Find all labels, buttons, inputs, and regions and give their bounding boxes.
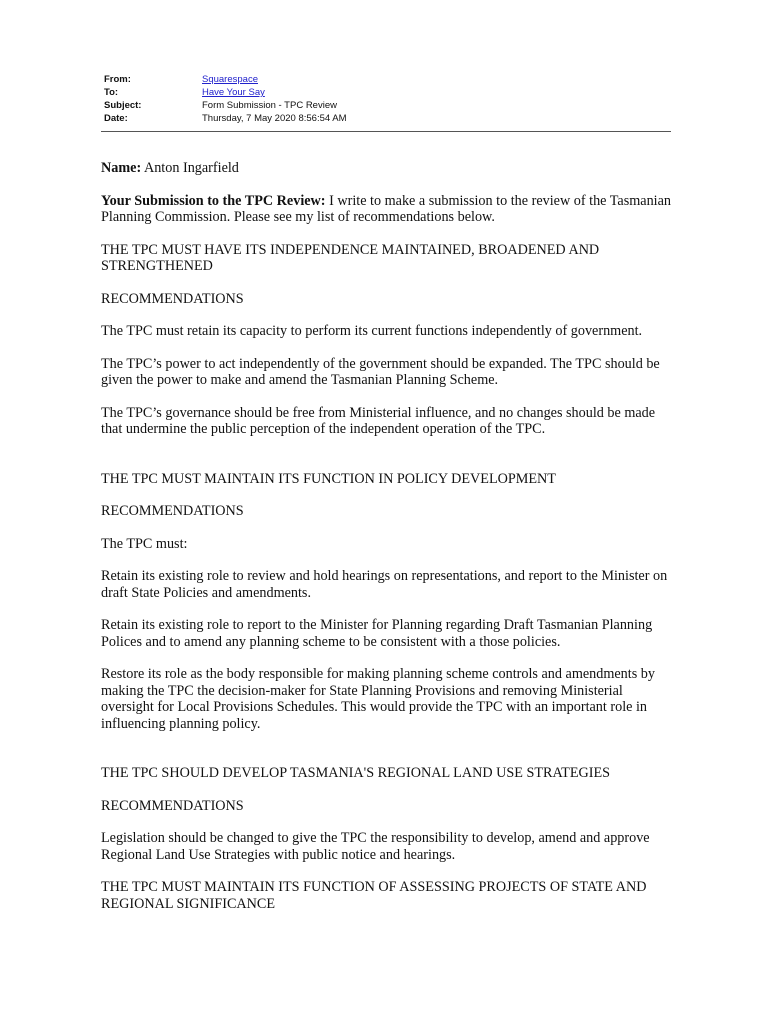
paragraph: The TPC’s governance should be free from Ministerial influence, and no changes should be made that undermine the public perception of the independent operation of the TPC. xyxy=(101,404,656,437)
paragraph: Legislation should be changed to give the TPC the responsibility to develop, amend and approve Regional Land Use Strategies with public notice and hearings. xyxy=(101,830,650,863)
name-line xyxy=(101,160,673,177)
from-row xyxy=(104,73,404,86)
submission-text: I write to make a submission to the review of the Tasmanian Planning Commission. Please see my list of recommendations below. xyxy=(101,192,671,225)
section-heading: THE TPC MUST HAVE ITS INDEPENDENCE MAINTAINED, BROADENED AND STRENGTHENED xyxy=(101,241,600,274)
section-heading: THE TPC MUST MAINTAIN ITS FUNCTION OF ASSESSING PROJECTS OF STATE AND REGIONAL SIGNIFICANCE xyxy=(101,879,647,912)
paragraph: The TPC’s power to act independently of the government should be expanded. The TPC should be given the power to make and amend the Tasmanian Planning Scheme. xyxy=(101,355,660,388)
paragraph: The TPC must: xyxy=(101,535,188,552)
name-label: Name: xyxy=(101,160,142,176)
section-heading: THE TPC MUST MAINTAIN ITS FUNCTION IN POLICY DEVELOPMENT xyxy=(101,470,556,487)
recommendations-heading: RECOMMENDATIONS xyxy=(101,503,244,519)
paragraph: The TPC must retain its capacity to perform its current functions independently of government. xyxy=(101,323,643,339)
submission-label: Your Submission to the TPC Review: xyxy=(101,192,326,209)
header-divider xyxy=(101,131,671,132)
subject-value: Form Submission - TPC Review xyxy=(202,100,337,111)
name-value: Anton Ingarfield xyxy=(141,160,239,176)
recommendations-heading: RECOMMENDATIONS xyxy=(101,797,244,814)
from-link[interactable]: Squarespace xyxy=(202,74,258,85)
paragraph: Restore its role as the body responsible for making planning scheme controls and amendments by making the TPC the decision-maker for State Planning Provisions and removing Ministerial oversight for Local Provisions Schedules. This would provide the TPC with an important role in influencing planning policy. xyxy=(101,666,655,732)
paragraph: Retain its existing role to report to the Minister for Planning regarding Draft Tasmanian Planning Polices and to amend any planning scheme to be consistent with a those policies. xyxy=(101,617,653,650)
email-header xyxy=(104,73,404,125)
to-label: To: xyxy=(104,87,119,98)
to-link[interactable]: Have Your Say xyxy=(202,87,265,98)
subject-row xyxy=(104,99,404,112)
from-label: From: xyxy=(104,74,131,85)
submission-body xyxy=(101,160,673,928)
subject-label: Subject: xyxy=(104,100,142,111)
date-row xyxy=(104,112,404,125)
to-row xyxy=(104,86,404,99)
date-label: Date: xyxy=(104,113,128,124)
date-value: Thursday, 7 May 2020 8:56:54 AM xyxy=(202,113,347,124)
from-value xyxy=(202,73,258,86)
to-value xyxy=(202,86,265,99)
submission-intro xyxy=(101,193,673,226)
recommendations-heading: RECOMMENDATIONS xyxy=(101,290,244,307)
paragraph: Retain its existing role to review and hold hearings on representations, and report to the Minister on draft State Policies and amendments. xyxy=(101,568,668,601)
section-heading: THE TPC SHOULD DEVELOP TASMANIA'S REGIONAL LAND USE STRATEGIES xyxy=(101,765,611,781)
